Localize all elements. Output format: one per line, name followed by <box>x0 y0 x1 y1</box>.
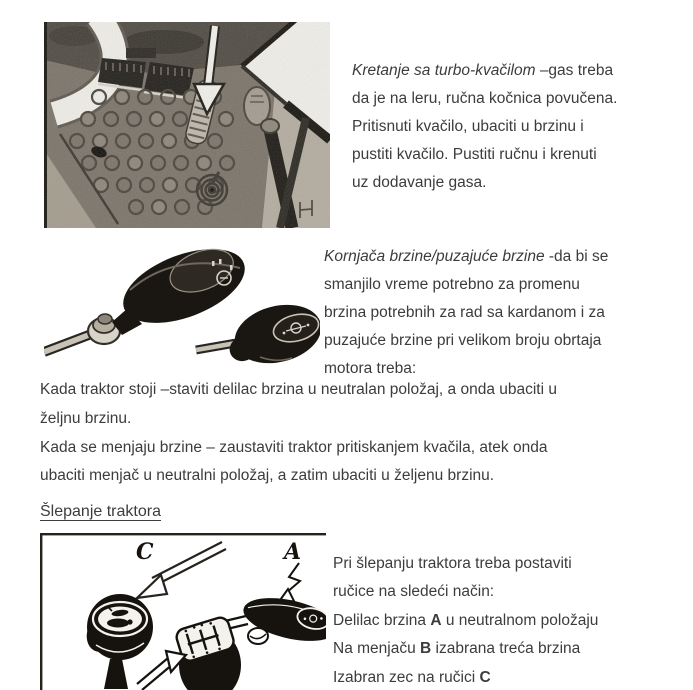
text-line: motora treba: <box>324 360 417 377</box>
text-line: brzina potrebnih za rad sa kardanom i za <box>324 304 605 321</box>
text-line: uz dodavanje gasa. <box>352 174 487 191</box>
text-line: Kada traktor stoji –staviti delilac brzina u neutralan položaj, a onda ubaciti u <box>40 381 557 398</box>
text-line: ručice na sledeći način: <box>333 583 495 601</box>
text-line: Kornjača brzine/puzajuće brzine -da bi se <box>324 248 609 265</box>
figure-towing-levers <box>40 533 326 690</box>
text-line: Kretanje sa turbo-kvačilom –gas treba <box>352 62 614 79</box>
lead-italic: Kretanje sa turbo-kvačilom <box>352 62 540 79</box>
text-line: pustiti kvačilo. Pustiti ručnu i krenuti <box>352 146 597 163</box>
text-line: da je na leru, ručna kočnica povučena. <box>352 90 618 107</box>
cab-floor-illustration <box>44 22 330 228</box>
towing-levers-illustration <box>40 533 326 690</box>
text-line: Na menjaču B izabrana treća brzina <box>333 640 581 658</box>
text-line: Izabran zec na ručici C <box>333 668 491 686</box>
paragraph-turbo-clutch <box>352 57 690 197</box>
photo-gear-knobs <box>44 238 320 370</box>
text-line: Pritisnuti kvačilo, ubaciti u brzinu i <box>352 118 584 135</box>
photo-cab-floor <box>44 22 330 228</box>
label-c: C <box>136 539 154 565</box>
text-line: Kada se menjaju brzine – zaustaviti traktor pritiskanjem kvačila, atek onda <box>40 438 548 456</box>
gear-knobs-illustration <box>44 238 320 370</box>
paragraph-towing-instructions <box>333 550 689 690</box>
text-line: Pri šlepanju traktora treba postaviti <box>333 555 572 572</box>
label-a: A <box>284 539 302 565</box>
paragraph-shifting-instructions <box>40 376 692 491</box>
text-line: Delilac brzina A u neutralnom položaju <box>333 611 599 629</box>
text-line: željnu brzinu. <box>40 409 132 427</box>
section-heading-towing: Šlepanje traktora <box>40 503 161 520</box>
text-line: puzajuće brzine pri velikom broju obrtaja <box>324 332 602 349</box>
text-line: smanjilo vreme potrebno za promenu <box>324 276 580 293</box>
paragraph-turtle-speeds <box>324 243 690 383</box>
text-line: ubaciti menjač u neutralni položaj, a zatim ubaciti u željenu brzinu. <box>40 467 495 485</box>
lead-italic: Kornjača brzine/puzajuće brzine <box>324 248 549 265</box>
